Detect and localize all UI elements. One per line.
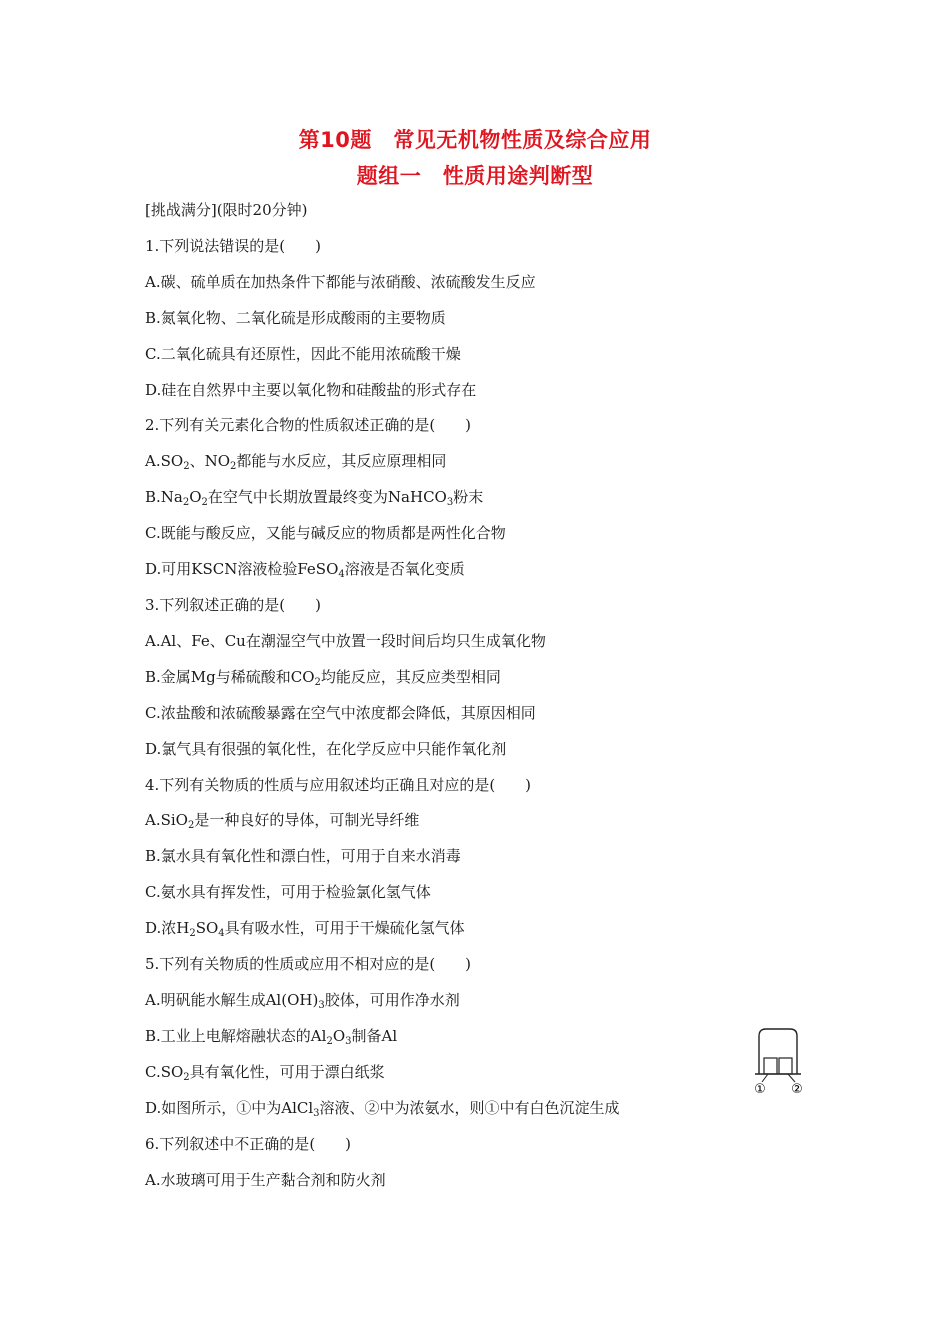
option-2a: $A.SO_2$、$NO_2$都能与水反应，其反应原理相同 xyxy=(145,452,447,472)
question-stem-4: 4.下列有关物质的性质与应用叙述均正确且对应的是( ) xyxy=(145,776,532,794)
option-6a: A.水玻璃可用于生产黏合剂和防火剂 xyxy=(145,1171,386,1189)
pointer-line-2 xyxy=(788,1074,795,1082)
option-4b: B.氯水具有氧化性和漂白性，可用于自来水消毒 xyxy=(145,847,461,865)
pointer-line-1 xyxy=(762,1074,768,1082)
option-3c: C.浓盐酸和浓硫酸暴露在空气中浓度都会降低，其原因相同 xyxy=(145,704,536,722)
bell-jar-shape xyxy=(755,1029,801,1074)
option-5d: D.如图所示，①中为AlCl$_3$溶液、②中为浓氨水，则①中有白色沉淀生成 xyxy=(145,1099,620,1119)
option-3b: B.金属Mg与稀硫酸和$CO_2$均能反应，其反应类型相同 xyxy=(145,668,501,688)
question-stem-2: 2.下列有关元素化合物的性质叙述正确的是( ) xyxy=(145,416,472,434)
option-1a: A.碳、硫单质在加热条件下都能与浓硝酸、浓硫酸发生反应 xyxy=(145,273,536,291)
question-stem-1: 1.下列说法错误的是( ) xyxy=(145,237,322,255)
question-stem-5: 5.下列有关物质的性质或应用不相对应的是( ) xyxy=(145,955,472,973)
section-subtitle: 题组一 性质用途判断型 xyxy=(356,164,594,188)
question-stem-3: 3.下列叙述正确的是( ) xyxy=(145,596,322,614)
option-1d: D.硅在自然界中主要以氧化物和硅酸盐的形式存在 xyxy=(145,381,477,399)
option-5b: B.工业上电解熔融状态的$Al_2O_3$制备Al xyxy=(145,1027,398,1047)
option-3a: A.Al、Fe、Cu在潮湿空气中放置一段时间后均只生成氧化物 xyxy=(145,632,546,650)
question-stem-6: 6.下列叙述中不正确的是( ) xyxy=(145,1135,352,1153)
option-2d: D.可用KSCN溶液检验FeSO$_4$溶液是否氧化变质 xyxy=(145,560,465,580)
option-4d: D.浓$H_2SO_4$具有吸水性，可用于干燥硫化氢气体 xyxy=(145,919,465,939)
option-4c: C.氨水具有挥发性，可用于检验氯化氢气体 xyxy=(145,883,431,901)
option-1b: B.氮氧化物、二氧化硫是形成酸雨的主要物质 xyxy=(145,309,446,327)
option-2b: $B.Na_2O_2$在空气中长期放置最终变为NaHCO$_3$粉末 xyxy=(145,488,484,508)
beaker-1-shape xyxy=(764,1058,777,1074)
beaker-2-shape xyxy=(779,1058,792,1074)
time-limit-note: [挑战满分](限时20分钟) xyxy=(145,201,308,219)
option-3d: D.氯气具有很强的氧化性，在化学反应中只能作氧化剂 xyxy=(145,740,507,758)
page-title: 第10题 常见无机物性质及综合应用 xyxy=(298,128,652,152)
option-4a: A.SiO$_2$是一种良好的导体，可制光导纤维 xyxy=(145,811,420,831)
option-1c: C.二氧化硫具有还原性，因此不能用浓硫酸干燥 xyxy=(145,345,461,363)
label-2: ② xyxy=(791,1082,803,1096)
option-5a: A.明矾能水解生成$Al(OH)_3$胶体，可用作净水剂 xyxy=(145,991,460,1011)
option-5c: $C.SO_2$具有氧化性，可用于漂白纸浆 xyxy=(145,1063,385,1083)
option-2c: C.既能与酸反应，又能与碱反应的物质都是两性化合物 xyxy=(145,524,506,542)
apparatus-diagram xyxy=(752,1026,812,1096)
label-1: ① xyxy=(754,1082,766,1096)
